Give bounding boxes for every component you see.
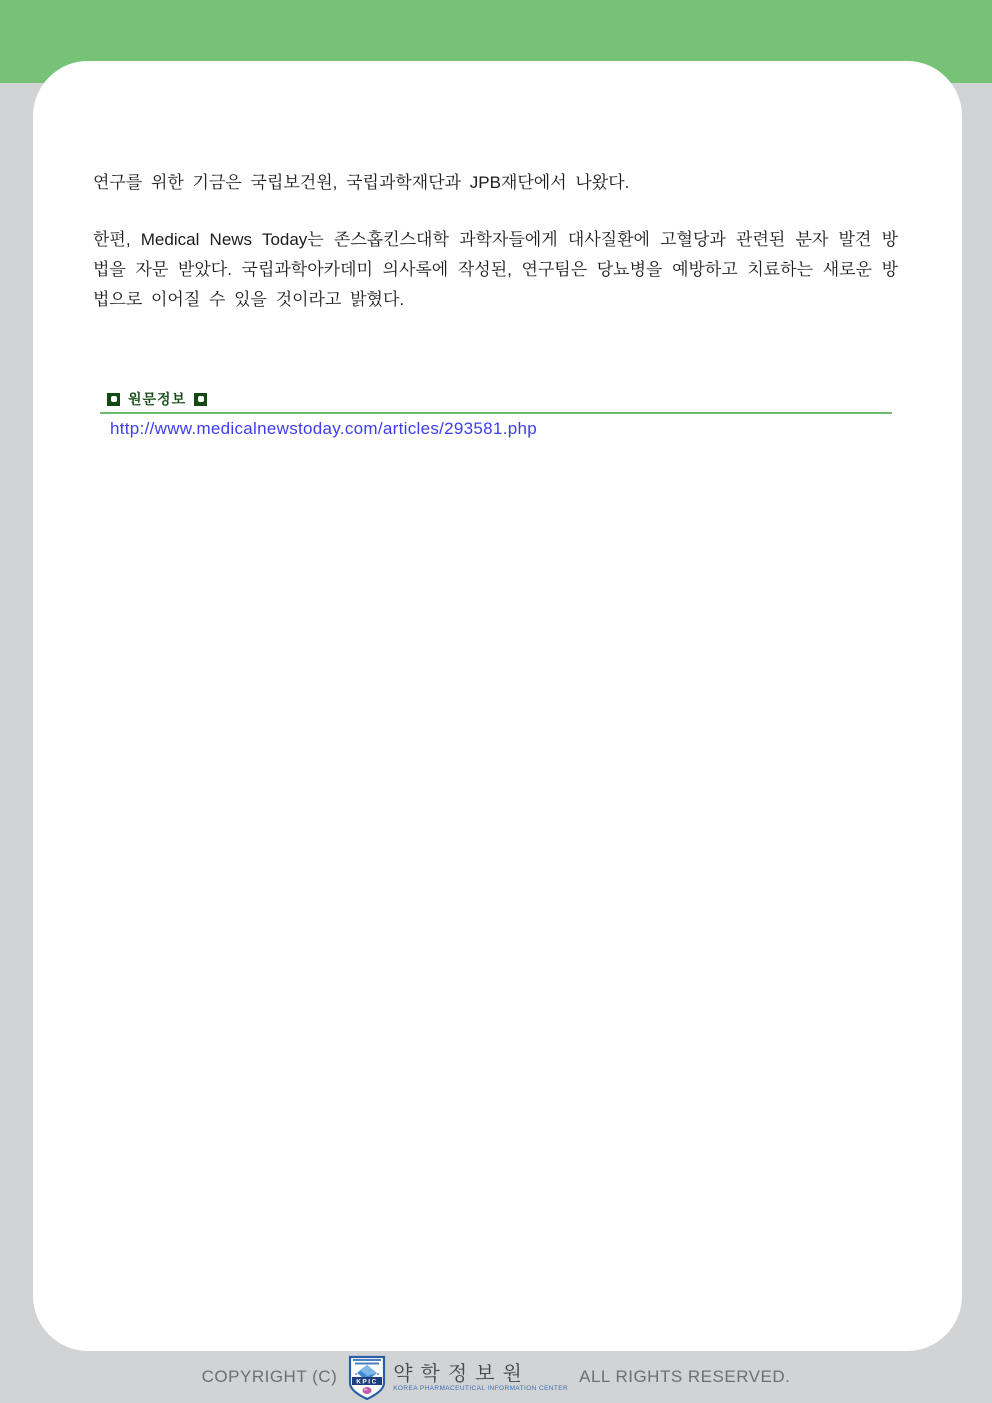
- paragraph-funding: 연구를 위한 기금은 국립보건원, 국립과학재단과 JPB재단에서 나왔다.: [93, 173, 630, 192]
- kpic-logo-text: KPIC: [356, 1378, 378, 1385]
- source-info-header: [100, 389, 892, 414]
- content-card: [33, 61, 962, 1351]
- org-name-block: [393, 1363, 568, 1392]
- bullet-square-icon: [194, 393, 207, 406]
- paragraph-mnt-line-1: 한편, Medical News Today는 존스홉킨스대학 과학자들에게 대사질환에 고혈당과 관련된 분자 발견 방: [93, 230, 898, 249]
- copyright-left-text: COPYRIGHT (C): [201, 1367, 338, 1386]
- bullet-square-icon: [107, 393, 120, 406]
- paragraph-mnt-line-3: 법으로 이어질 수 있을 것이라고 밝혔다.: [93, 290, 405, 309]
- source-url-link[interactable]: http://www.medicalnewstoday.com/articles/293581.php: [110, 419, 537, 438]
- source-info-section: [100, 389, 892, 439]
- org-name-text: 약학정보원: [393, 1362, 530, 1385]
- copyright-right-text: ALL RIGHTS RESERVED.: [579, 1367, 791, 1386]
- kpic-logo-group: [348, 1355, 568, 1400]
- paragraph-mnt-line-2: 법을 자문 받았다. 국립과학아카데미 의사록에 작성된, 연구팀은 당뇨병을 예방하고 치료하는 새로운 방: [93, 260, 898, 279]
- footer: [0, 1351, 992, 1403]
- source-info-label: 원문정보: [128, 391, 187, 407]
- org-subtitle-text: KOREA PHARMACEUTICAL INFORMATION CENTER: [393, 1384, 569, 1392]
- kpic-logo-icon: [348, 1355, 386, 1400]
- paragraph-mnt: [93, 225, 898, 315]
